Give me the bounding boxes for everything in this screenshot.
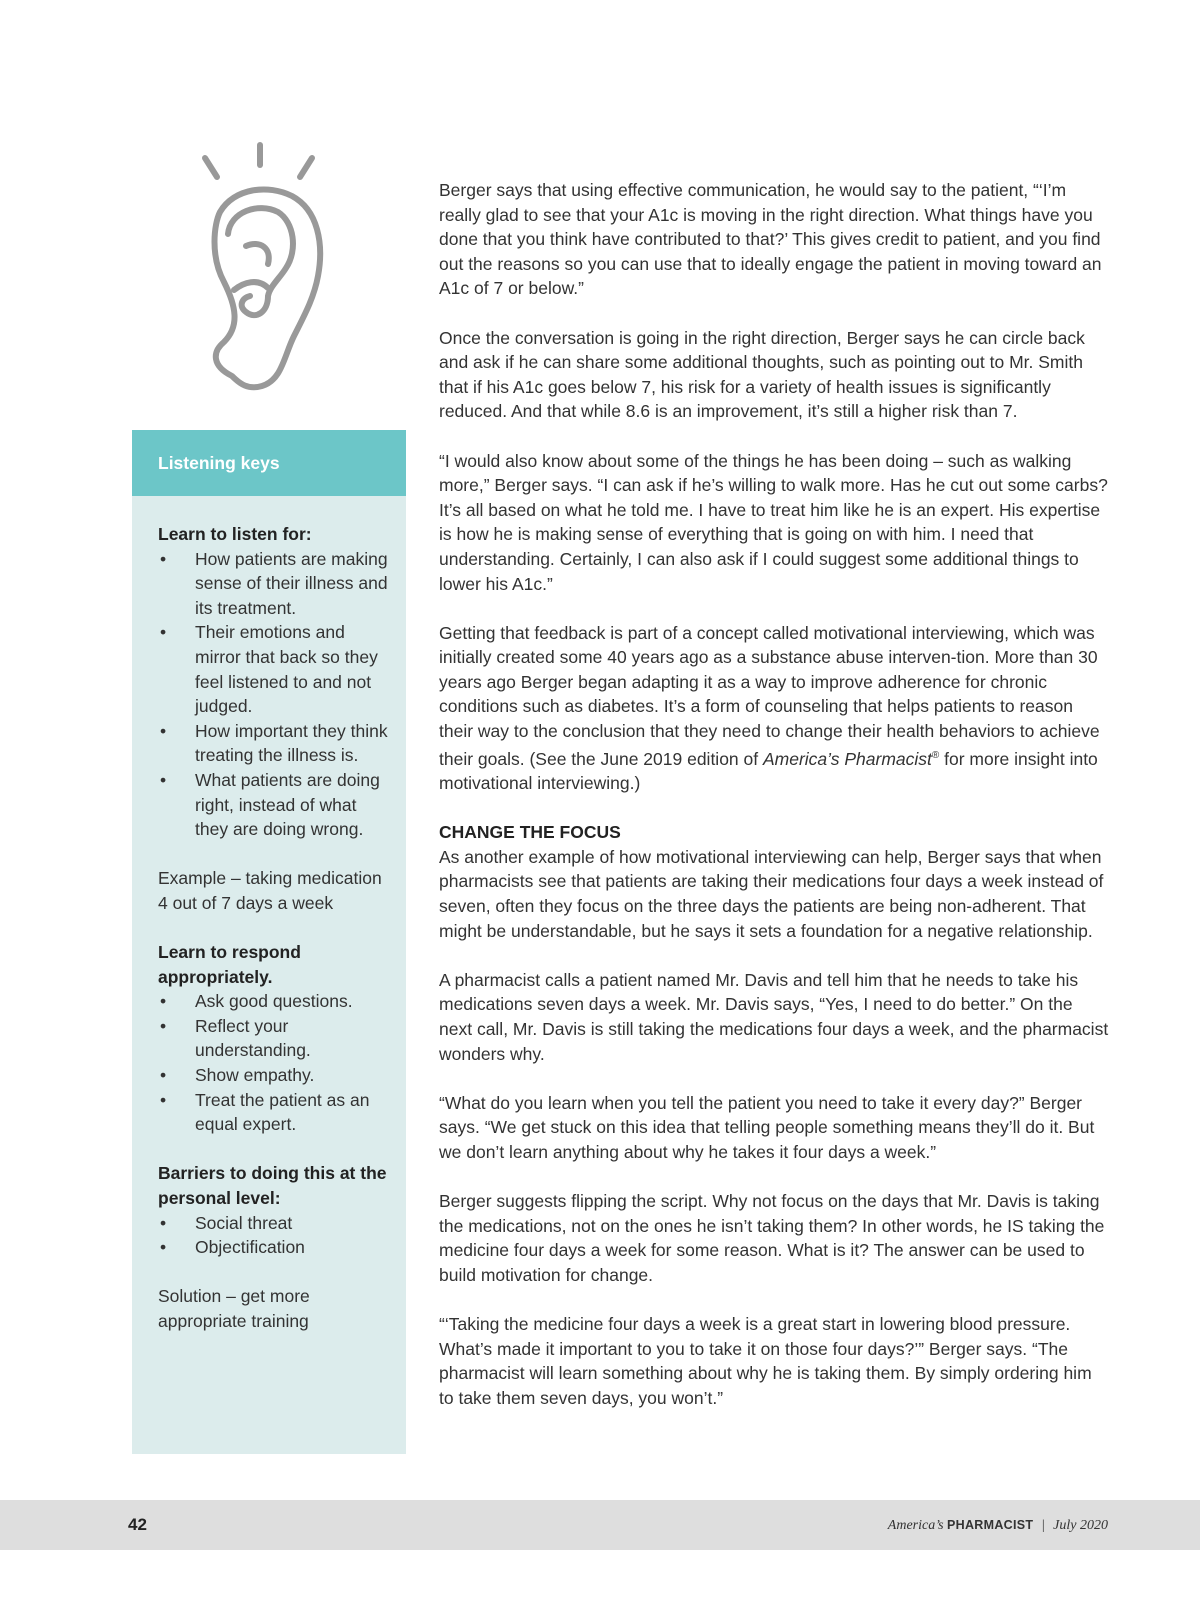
article-paragraph: As another example of how motivational interviewing can help, Berger says that when pharmacists see that patients are taking their medications four days a week instead of seven, often they focus on the three days the patients are being non-adherent. That might be understandable, but he says it sets a foundation for a negative relationship.: [439, 846, 1104, 941]
page-footer: [0, 1500, 1200, 1550]
list-item: • How patients are making sense of their illness and its treatment.: [158, 547, 390, 621]
respond-heading: Learn to respond appropriately.: [158, 942, 301, 987]
footer-separator: |: [1041, 1518, 1045, 1533]
list-item: • Social threat: [158, 1211, 390, 1236]
article-paragraph: “I would also know about some of the things he has been doing – such as walking more,” Berger says. “I can ask if he’s willing to walk more. Has he cut out some carbs? It’s all based on what he told me. I have to treat him like he is an expert. His expertise is how he is making sense of everything that is going on with him. I need that understanding. Certainly, I can also ask if I could suggest some additional things to lower his A1c.”: [439, 450, 1108, 594]
paragraph-text: for more insight into motivational interviewing.): [439, 748, 1098, 794]
list-item: • Treat the patient as an equal expert.: [158, 1088, 390, 1137]
solution-text: Solution – get more appropriate training: [158, 1286, 310, 1331]
list-item: • Objectification: [158, 1235, 390, 1260]
barriers-list: [158, 1211, 390, 1260]
article-paragraph: Berger suggests flipping the script. Why not focus on the days that Mr. Davis is taking the medications, not on the ones he isn’t taking them? In other words, he IS taking the medicine four days a week for some reason. What is it? The answer can be used to build motivation for change.: [439, 1191, 1105, 1285]
list-item: • Show empathy.: [158, 1063, 390, 1088]
publication-name-part: America’s: [887, 1518, 944, 1533]
article-paragraph: Berger says that using effective communication, he would say to the patient, “‘I’m really glad to see that your A1c is moving in the right direction. What things have you done that you think have contributed to that?’ This gives credit to patient, and you find out the reasons so you can use that to ideally engage the patient in moving toward an A1c of 7 or below.”: [439, 180, 1102, 299]
respond-list: [158, 989, 390, 1137]
barriers-heading: Barriers to doing this at the personal level:: [158, 1163, 387, 1209]
listen-list: [158, 547, 390, 842]
article-paragraph: A pharmacist calls a patient named Mr. Davis and tell him that he needs to take his medications seven days a week. Mr. Davis says, “Yes, I need to do better.” On the next call, Mr. Davis is still taking the medications four days a week, and the pharmacist wonders why.: [439, 969, 1109, 1064]
paragraph-text: Getting that feedback is part of a concept called motivational interviewing, which was initially created some 40 years ago as a substance abuse interven-tion. More than 30 years ago Berger began adapting it as a way to improve adherence for chronic conditions such as diabetes. It’s a form of counseling that helps patients to reason their way to the conclusion that they need to change their health behaviors to achieve their goals. (See the June 2019 edition of: [439, 622, 1100, 769]
article-paragraph: Once the conversation is going in the right direction, Berger says he can circle back and ask if he can share some additional thoughts, such as pointing out to Mr. Smith that if his A1c goes below 7, his risk for a variety of health issues is significantly reduced. And that while 8.6 is an improvement, it’s still a higher risk than 7.: [439, 327, 1085, 422]
issue-date: July 2020: [1053, 1518, 1108, 1533]
page-number: 42: [128, 1515, 147, 1534]
footer-masthead: [888, 1500, 1108, 1551]
list-item: • How important they think treating the illness is.: [158, 719, 390, 768]
list-item: • What patients are doing right, instead of what they are doing wrong.: [158, 768, 390, 842]
article-paragraph: [439, 621, 1109, 796]
list-item: • Ask good questions.: [158, 989, 390, 1014]
publication-name-part: PHARMACIST: [947, 1518, 1034, 1532]
article-paragraph: “‘Taking the medicine four days a week is a great start in lowering blood pressure. What’s made it important to you to take it on those four days?’” Berger says. “The pharmacist will learn something about why he is taking them. By simply ordering him to take them seven days, you won’t.”: [439, 1314, 1092, 1408]
article-paragraph: “What do you learn when you tell the patient you need to take it every day?” Berger says. “We get stuck on this idea that telling people something means they’ll do it. But we don’t learn anything about why he takes it four days a week.”: [439, 1092, 1095, 1162]
registered-mark: ®: [931, 749, 940, 761]
publication-reference: America’s Pharmacist: [762, 748, 932, 769]
list-item: • Reflect your understanding.: [158, 1014, 390, 1063]
sidebar-title: Listening keys: [132, 430, 406, 496]
listening-keys-sidebar: [132, 430, 406, 1454]
listen-heading: Learn to listen for:: [158, 524, 312, 544]
ear-icon: [200, 140, 340, 402]
list-item: • Their emotions and mirror that back so they feel listened to and not judged.: [158, 620, 390, 718]
article-body: [439, 178, 1109, 1435]
sidebar-body: [132, 496, 406, 1334]
example-text: Example – taking medication 4 out of 7 days a week: [158, 868, 382, 913]
section-heading: CHANGE THE FOCUS: [439, 822, 621, 843]
